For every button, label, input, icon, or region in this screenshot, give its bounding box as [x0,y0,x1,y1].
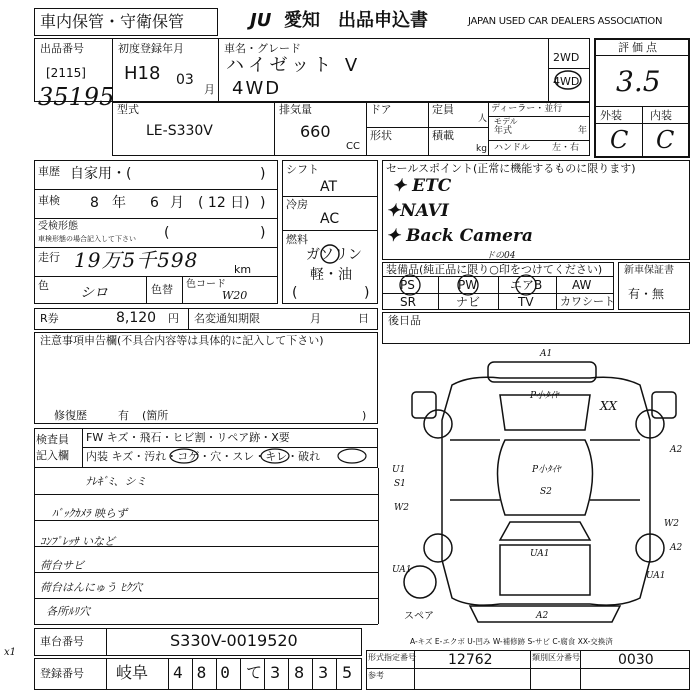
registration-region: 岐阜 [116,663,149,682]
mileage-value: 19万5千598 [74,248,199,272]
repair-history-value: 有 [118,409,129,422]
grade-score: 3.5 [616,65,661,98]
car-model: ハイゼット V [226,55,362,76]
mark-front-bumper: A1 [540,349,553,359]
inspection-close: ) [260,195,266,211]
registration-class: 480 [173,663,244,682]
equip-sr: SR [400,295,416,309]
handle-options: 左・右 [552,143,580,153]
equip-ps: PS [400,278,415,292]
repair-place: (箇所 [142,409,169,422]
notes-title: 注意事項申告欄(不具合内容等は具体的に記入して下さい) [40,334,324,347]
fuel-label: 燃料 [286,233,308,246]
mileage-label: 走行 [38,251,60,264]
class-number-label: 類別区分番号 [532,653,580,662]
mark-hood: P小ﾀｲﾔ [530,391,559,401]
transfer-value: ( [164,225,170,241]
inspection-year: 8 [90,195,99,211]
equip-airbag: エアB [510,278,543,292]
type-label: 型式 [117,103,139,116]
mark-right-repair: W2 [664,519,679,529]
color-change-label: 色替 [151,283,173,296]
transfer-close: ) [260,225,266,241]
hand-note-2: ﾊﾞｯｸｶﾒﾗ 映らず [52,507,127,520]
warranty-label: 新車保証書 [624,265,674,276]
color-code-label: 色コード [186,279,226,290]
fuel-options: ガソリン [306,247,362,263]
displacement-value: 660 [300,122,331,141]
transfer-label: 受検形態 [38,221,78,232]
doors-label: ドア [370,103,392,116]
r-tax-amount: 8,120 [116,310,157,326]
mark-roof-rust: S2 [540,487,552,497]
registration-digit-4: 5 [342,663,353,682]
grade-label: 評価点 [618,41,660,54]
inspection-month: 6 [150,195,159,211]
equipment-note: ドの04 [486,251,516,261]
wheel-front-left [424,410,452,438]
lot-prefix: [2115] [46,66,86,80]
mirror-left [412,392,436,418]
inspection-day: ( 12 日) [198,195,250,211]
inspector-row-1: FW キズ・飛石・ヒビ割・リペア跡・X要 [86,431,290,444]
selling-point-2: ✦NAVI [386,201,449,221]
registration-digit-2: 8 [294,663,305,682]
equip-pw: PW [458,278,478,292]
mark-left-door-dent: U1 [392,465,406,475]
capacity-unit: 人 [478,114,488,124]
name-change-day: 日 [358,312,369,325]
r-tax-label: R券 [40,312,59,325]
equip-tv: TV [518,295,534,309]
ac-value: AC [320,211,340,227]
registration-digit-3: 3 [318,663,329,682]
equip-aw: AW [572,278,592,292]
repair-close: ) [362,409,367,422]
selling-point-3: ✦ Back Camera [386,226,533,246]
mark-right-rear: A2 [670,543,683,553]
first-reg-label: 初度登録年月 [118,42,184,55]
mark-rear-bumper: A2 [536,611,549,621]
interior-label: 内装 [650,109,672,122]
class-number: 0030 [618,652,654,668]
mark-left-repair: W2 [394,503,409,513]
exterior-grade: C [610,126,629,154]
equipment-title: 装備品(純正品に限り○印をつけてください) [386,263,603,276]
warranty-options: 有・無 [628,287,665,301]
rear-cab [500,522,590,540]
registration-digit-1: 3 [270,663,281,682]
reg-month: 03 [176,72,194,88]
mark-roof: P小ﾀｲﾔ [532,465,561,475]
color-value: シロ [80,285,108,301]
type-number-label: 形式指定番号 [368,653,416,662]
hand-note-3: ｺﾝﾌﾟﾚｯｻ いなど [40,535,115,548]
inspector-label-1: 検査員 [36,433,69,446]
mark-bed: UA1 [530,549,550,559]
transfer-sub: 車検形態の場合記入して下さい [38,235,136,243]
model-year-unit: 年 [578,126,588,136]
handle-label: ハンドル [494,143,531,153]
hand-note-5: 荷台はんにゅう ﾋｸ穴 [40,581,143,594]
fuel-extra-close: ) [364,285,370,301]
inspection-month-unit: 月 [170,195,184,211]
wheel-rear-left [424,534,452,562]
shift-label: シフト [286,163,319,176]
mark-right-rear-lower: UA1 [646,571,666,581]
lot-number-label: 出品番号 [40,42,84,55]
model-year-label-1: モデル [494,117,518,126]
car-grade: 4WD [232,78,282,99]
ju-logo: JU [250,10,272,31]
chassis-number: S330V-0019520 [170,631,298,650]
selling-points-title: セールスポイント(正常に機能するものに限ります) [386,162,636,175]
equip-leather: カワシート [560,295,615,308]
type-value: LE-S330V [146,123,213,139]
type-number: 12762 [448,652,493,668]
registration-kana: て [246,663,263,682]
capacity-label: 定員 [432,103,454,116]
r-tax-unit: 円 [168,312,179,325]
name-change-label: 名変通知期限 [194,312,260,325]
inspector-row-2: 内装 キズ・汚れ・コゲ・穴・スレ・キレ・破れ [86,450,321,463]
storage-label: 車内保管・守衛保管 [40,12,185,31]
selling-point-3-text: Back Camera [406,226,533,246]
mileage-unit: km [234,263,252,276]
fuel-alt: 軽・油 [310,267,352,283]
color-code-value: W20 [222,289,248,302]
dealer-label: ディーラー・並行 [491,104,563,114]
org-name: 愛知 [284,10,320,31]
mark-right-fender: A2 [670,445,683,455]
interior-grade: C [656,126,675,154]
cab-roof [498,440,593,515]
inspector-label-2: 記入欄 [36,449,69,462]
displacement-unit: CC [346,141,360,152]
payload-unit: kg [476,144,487,154]
equip-navi: ナビ [456,295,481,309]
selling-point-1-text: ETC [412,176,452,196]
inspection-label: 車検 [38,194,60,207]
reg-month-unit: 月 [204,83,215,96]
history-label: 車歴 [38,165,60,178]
hand-note-4: 荷台サビ [40,559,84,572]
displacement-label: 排気量 [279,103,312,116]
history-value: 自家用・( [70,166,132,182]
association-name: JAPAN USED CAR DEALERS ASSOCIATION [468,16,663,27]
chassis-label: 車台番号 [40,635,84,648]
inspection-year-unit: 年 [112,195,126,211]
shift-value: AT [320,179,338,195]
color-label: 色 [38,279,49,292]
lot-number: 35195 [38,83,115,111]
car-name-label: 車名・グレード [224,42,301,55]
damage-legend: A-キズ E-エクボ U-凹み W-補修跡 S-サビ C-腐食 XX-交換済 [410,637,613,646]
roof-top-view [488,362,596,382]
fuel-extra: ( [292,285,298,301]
hand-note-1: ﾅﾚｷﾞﾐ、シミ [86,475,147,488]
spare-label: スペア [404,611,434,622]
retrofit-label: 後日品 [388,314,421,327]
form-title: 出品申込書 [338,10,428,31]
reference-label: 参考 [368,671,384,680]
drive-2wd: 2WD [553,51,580,64]
repair-history-label: 修復歴 [54,409,87,422]
registration-label: 登録番号 [40,667,84,680]
mark-left-door-rust: S1 [394,479,406,489]
margin-mark: x1 [4,647,17,658]
model-year-label-2: 年式 [494,126,513,136]
exterior-label: 外装 [600,109,622,122]
mark-left-rear: UA1 [392,565,412,575]
selling-point-2-text: NAVI [400,201,449,221]
mark-windshield-replaced: XX [600,399,618,413]
shape-label: 形状 [370,129,392,142]
mirror-right [652,392,676,418]
selling-point-1: ✦ ETC [392,176,452,196]
payload-label: 積載 [432,129,454,142]
history-close: ) [260,166,266,182]
hand-note-6: 各所ﾙﾘ穴 [46,605,90,618]
ac-label: 冷房 [286,198,308,211]
name-change-month: 月 [310,312,321,325]
reg-year: H18 [124,63,161,84]
drive-4wd: 4WD [553,75,580,88]
